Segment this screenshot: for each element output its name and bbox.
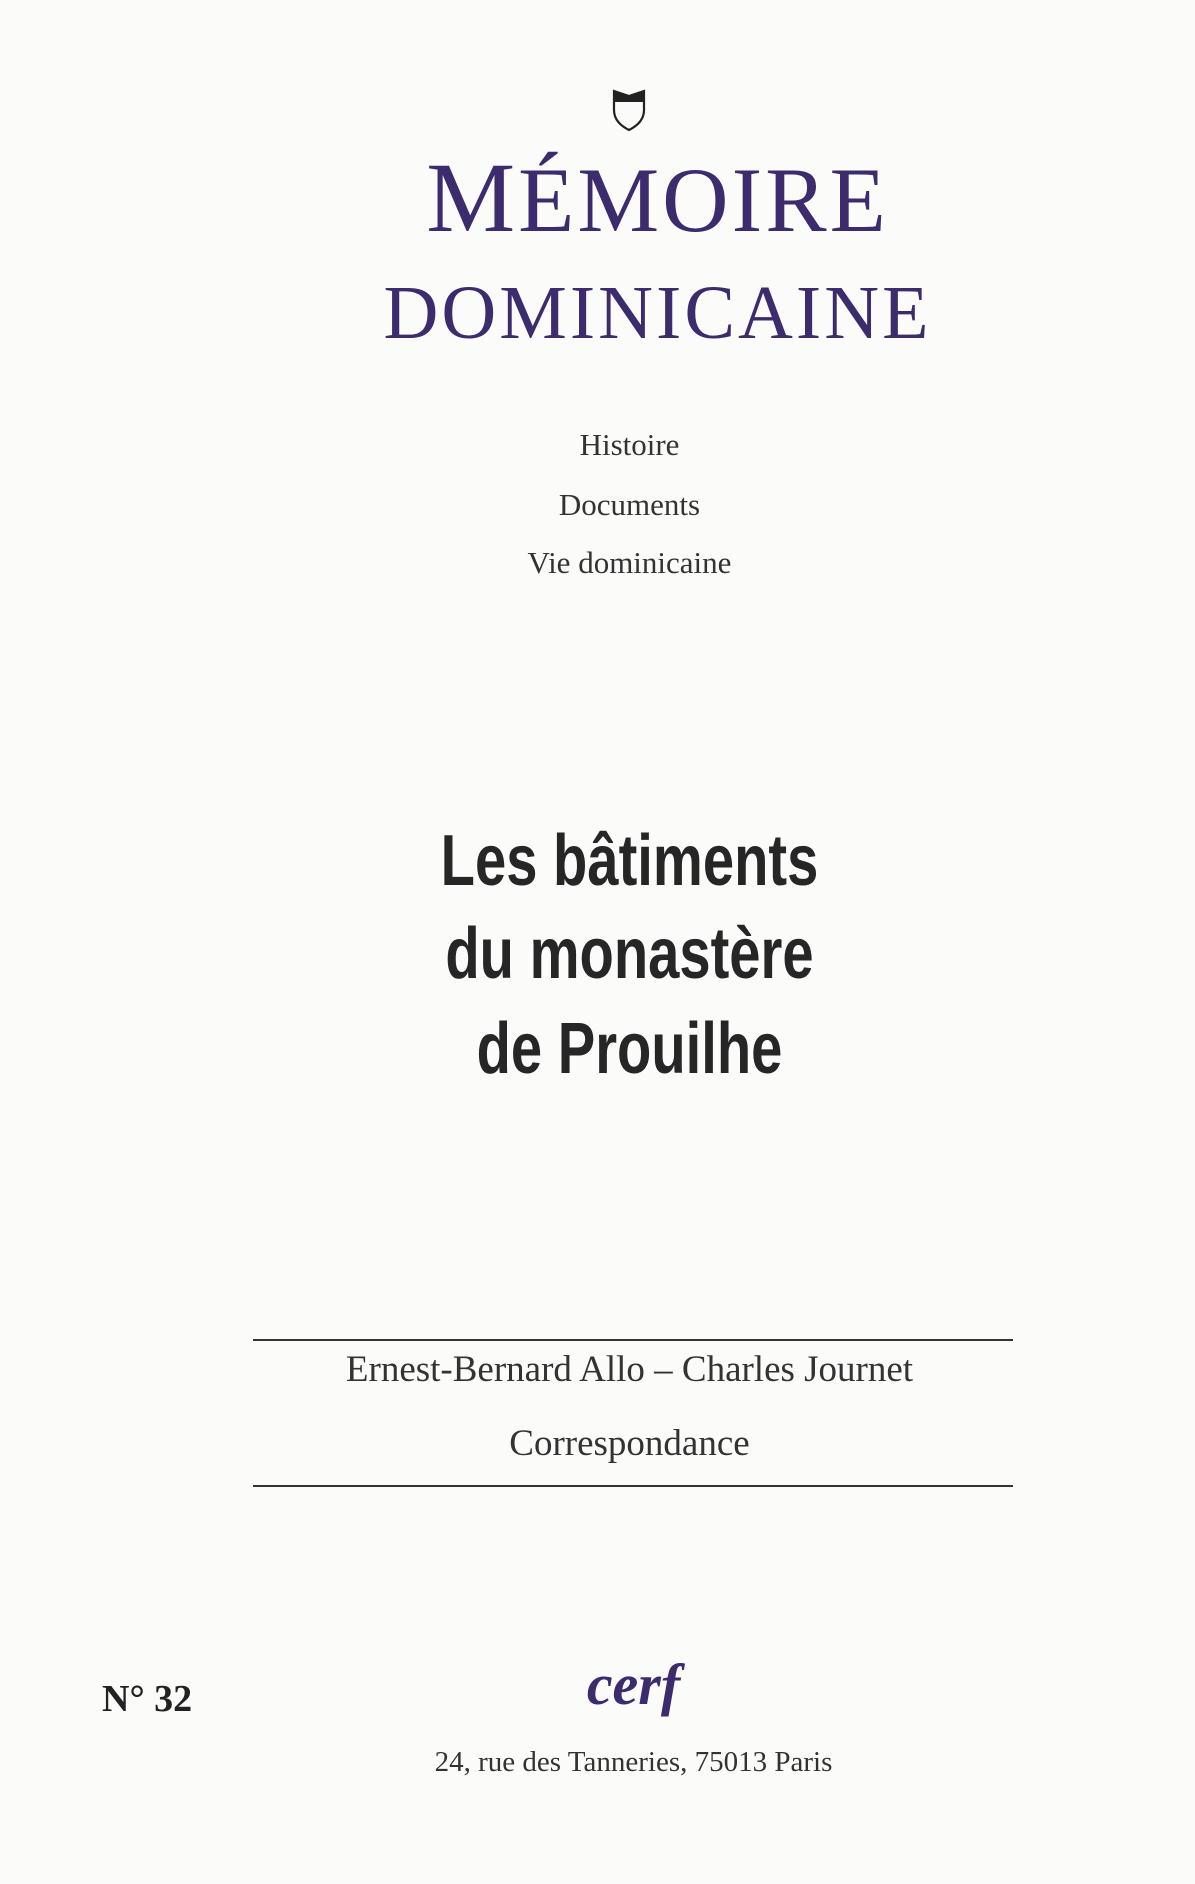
journal-title-initial: M [426,142,519,253]
feature-authors: Ernest-Bernard Allo – Charles Journet [345,1349,914,1390]
section-documents: Documents [558,487,701,522]
publisher-logo: cerf [586,1652,681,1717]
journal-title-rest: ÉMOIRE [518,149,889,251]
section-dominican-life: Vie dominicaine [527,545,732,580]
issue-title-line2: du monastère [445,914,814,994]
publisher-address: 24, rue des Tanneries, 75013 Paris [434,1746,833,1778]
feature-subject: Correspondance [509,1423,750,1464]
journal-title-line1 [60,142,1195,253]
divider-top [253,1339,1013,1341]
shield-icon [611,88,647,132]
issue-number: N° 32 [102,1678,193,1720]
section-history: Histoire [579,427,680,462]
issue-title-line1: Les bâtiments [440,821,819,901]
divider-bottom [253,1485,1013,1487]
journal-title-line2: DOMINICAINE [383,271,932,355]
issue-title-line3: de Prouilhe [476,1009,783,1089]
